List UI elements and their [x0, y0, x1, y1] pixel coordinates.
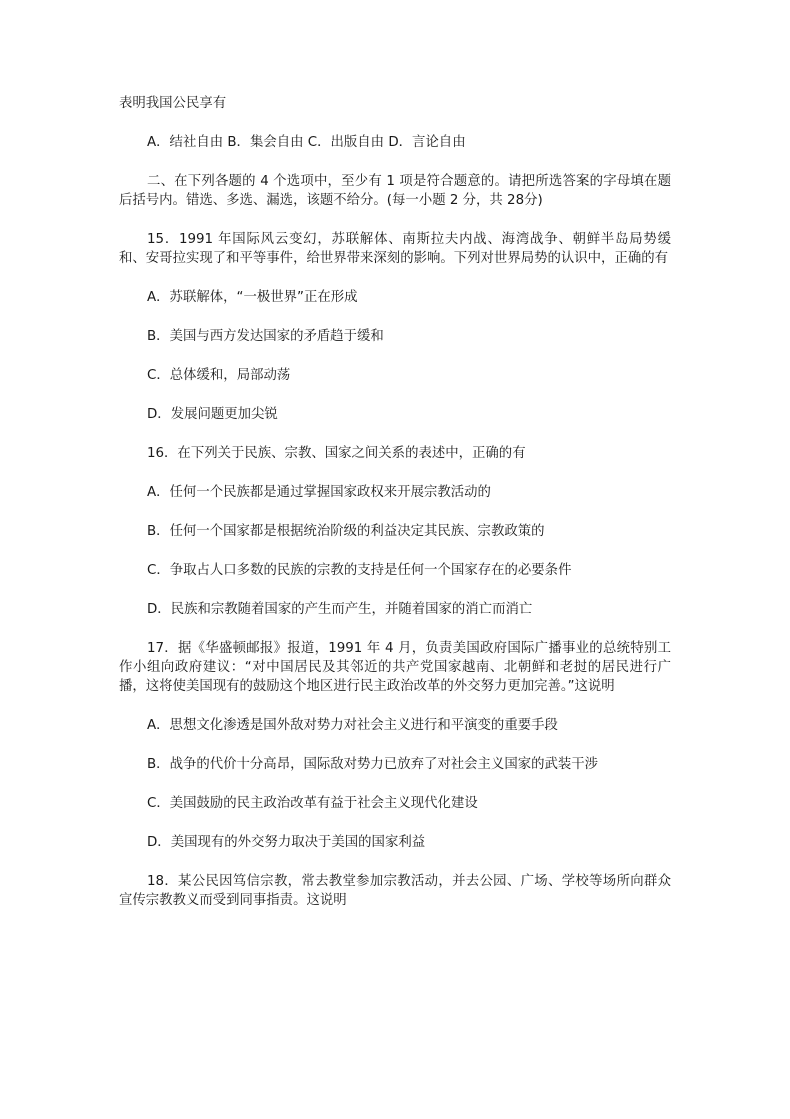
option-16-b: B．任何一个国家都是根据统治阶级的利益决定其民族、宗教政策的: [147, 524, 545, 539]
options-14: A．结社自由 B．集会自由 C．出版自由 D．言论自由: [147, 135, 466, 150]
option-16-c: C．争取占人口多数的民族的宗教的支持是任何一个国家存在的必要条件: [147, 563, 572, 578]
option-15-c: C．总体缓和，局部动荡: [147, 368, 291, 383]
question-17: 17．据《华盛顿邮报》报道，1991 年 4 月，负责美国政府国际广播事业的总统特别工作小组向政府建议：“对中国居民及其邻近的共产党国家越南、北朝鲜和老挝的居民进行广播，这将使美国现有的鼓励这个地区进行民主政治改革的外交努力更加完善。”这说明: [119, 641, 671, 694]
option-17-b: B．战争的代价十分高昂，国际敌对势力已放弃了对社会主义国家的武装干涉: [147, 757, 599, 772]
option-15-a: A．苏联解体，“一极世界”正在形成: [147, 290, 358, 305]
option-17-d: D．美国现有的外交努力取决于美国的国家利益: [147, 835, 426, 850]
option-17-c: C．美国鼓励的民主政治改革有益于社会主义现代化建设: [147, 796, 478, 811]
question-15: 15．1991 年国际风云变幻，苏联解体、南斯拉夫内战、海湾战争、朝鲜半岛局势缓和、安哥拉实现了和平等事件，给世界带来深刻的影响。下列对世界局势的认识中，正确的有: [119, 232, 671, 266]
option-17-a: A．思想文化渗透是国外敌对势力对社会主义进行和平演变的重要手段: [147, 718, 558, 733]
document-page: [119, 94, 671, 910]
option-15-b: B．美国与西方发达国家的矛盾趋于缓和: [147, 329, 384, 344]
option-16-a: A．任何一个民族都是通过掌握国家政权来开展宗教活动的: [147, 485, 491, 500]
section-heading: 二、在下列各题的 4 个选项中，至少有 1 项是符合题意的。请把所选答案的字母填在题后括号内。错选、多选、漏选，该题不给分。(每一小题 2 分，共 28分): [119, 174, 671, 208]
option-16-d: D．民族和宗教随着国家的产生而产生，并随着国家的消亡而消亡: [147, 602, 533, 617]
question-18: 18．某公民因笃信宗教，常去教堂参加宗教活动，并去公园、广场、学校等场所向群众宣传宗教教义而受到同事指责。这说明: [119, 874, 671, 908]
option-15-d: D．发展问题更加尖锐: [147, 407, 278, 422]
question-16: 16．在下列关于民族、宗教、国家之间关系的表述中，正确的有: [147, 446, 526, 461]
question-continuation: 表明我国公民享有: [119, 96, 227, 111]
